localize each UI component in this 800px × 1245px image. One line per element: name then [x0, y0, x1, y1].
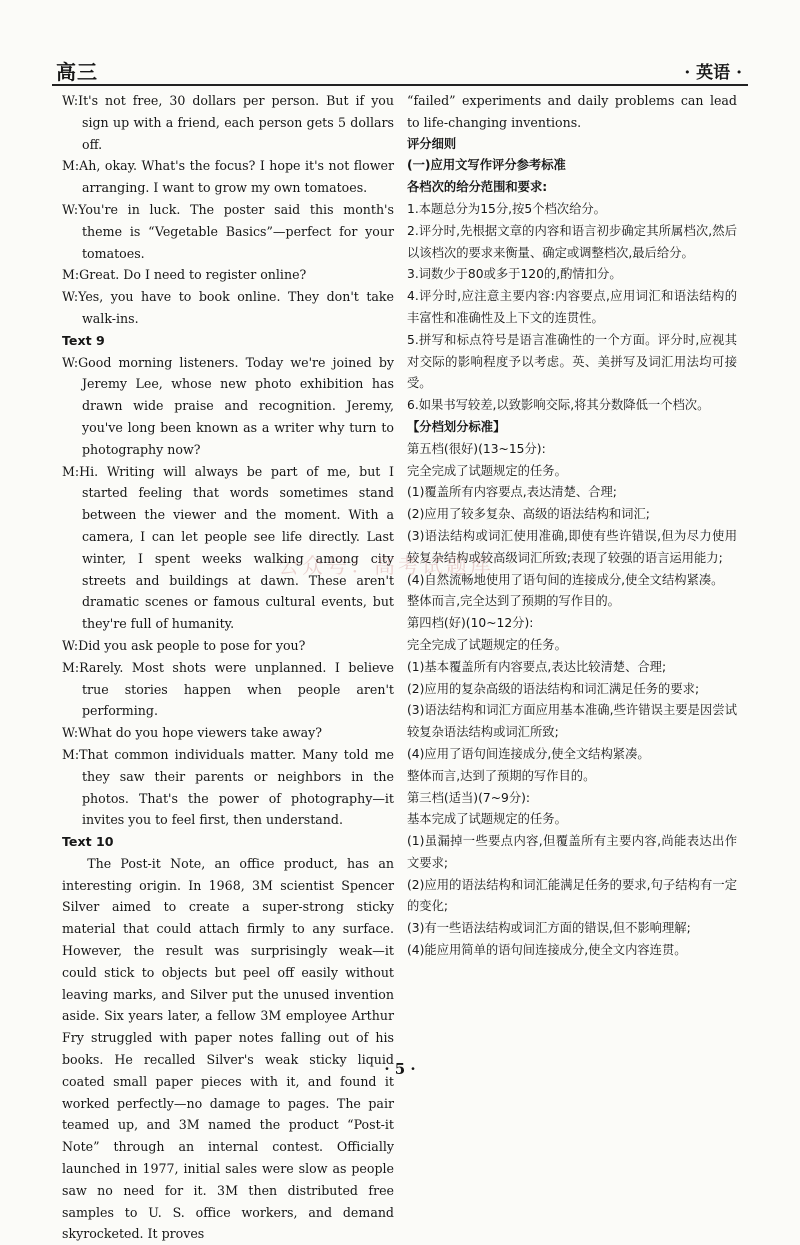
grade5-summary: 完全完成了试题规定的任务。 [407, 463, 567, 478]
rule-item: 1.本题总分为15分,按5个档次给分。 [407, 201, 606, 216]
grade4-summary: 完全完成了试题规定的任务。 [407, 637, 567, 652]
scoring-title: 评分细则 [407, 136, 457, 151]
grade3-item: (1)虽漏掉一些要点内容,但覆盖所有主要内容,尚能表达出作文要求; [407, 834, 737, 870]
text10-continuation: “failed” experiments and daily problems can lead to life-changing inventions. [407, 93, 737, 130]
watermark: 公众号：高考试题库 [278, 554, 494, 578]
dialog-line: M:Great. Do I need to register online? [62, 267, 307, 283]
dialog-line: W:You're in luck. The poster said this month's theme is “Vegetable Basics”—perfect for your tomatoes. [62, 201, 394, 261]
grade4-item: (1)基本覆盖所有内容要点,表达比较清楚、合理; [407, 659, 667, 674]
dialog-line: M:That common individuals matter. Many told me they saw their parents or neighbors in the photos. That's the power of photography—it invites you to feel first, then understand. [62, 746, 394, 828]
text10-body: The Post-it Note, an office product, has an interesting origin. In 1968, 3M scientist Spencer Silver aimed to create a super-strong sticky material that could attach firmly to any surface. However, the result was surprisingly weak—it could stick to objects but peel off easily without leaving marks, and Silver put the unused invention aside. Six years later, a fellow 3M employee Arthur Fry struggled with paper notes falling out of his books. He recalled Silver's weak sticky liquid coated small paper pieces with it, and found it worked perfectly—no damage to pages. The pair teamed up, and 3M named the product “Post-it Note” through an internal contest. Officially launched in 1977, initial sales were slow as people saw no need for it. 3M then distributed free samples to U. S. office workers, and demand skyrocketed. It proves [62, 855, 394, 1242]
dialog-line: M:Ah, okay. What's the focus? I hope it's not flower arranging. I want to grow my own tomatoes. [62, 158, 394, 196]
page-number: · 5 · [384, 1060, 416, 1078]
grade4-item: (3)语法结构和词汇方面应用基本准确,些许错误主要是因尝试较复杂语法结构或词汇所致; [407, 703, 737, 740]
subject-label: · 英语 · [684, 63, 742, 83]
grade3-title: 第三档(适当)(7~9分): [407, 790, 531, 805]
page-header [52, 52, 748, 86]
grade4-item: (2)应用的复杂高级的语法结构和词汇满足任务的要求; [407, 681, 700, 696]
grade4-item: (4)应用了语句间连接成分,使全文结构紧凑。 [407, 746, 650, 761]
grade5-item: (1)覆盖所有内容要点,表达清楚、合理; [407, 485, 617, 500]
rule-item: 3.词数少于80或多于120的,酌情扣分。 [407, 267, 622, 282]
section-title: (一)应用文写作评分参考标准 [407, 158, 566, 173]
dialog-line: W:It's not free, 30 dollars per person. But if you sign up with a friend, each person gets 5 dollars off. [62, 93, 394, 152]
grade-label: 高三 [56, 60, 98, 84]
dialog-a [62, 90, 394, 330]
dialog-b [62, 352, 394, 832]
grade3-summary: 基本完成了试题规定的任务。 [407, 812, 567, 827]
grade5-item: (2)应用了较多复杂、高级的语法结构和词汇; [407, 507, 650, 522]
grade4-title: 第四档(好)(10~12分): [407, 616, 534, 631]
dialog-line: M:Hi. Writing will always be part of me, but I started feeling that words sometimes stand between the viewer and the moment. With a camera, I can let people see life directly. Last winter, I spent weeks walking among city streets and buildings at dawn. These aren't dramatic scenes or famous cultural events, but they're full of humanity. [62, 463, 394, 632]
rule-item: 6.如果书写较差,以致影响交际,将其分数降低一个档次。 [407, 398, 710, 413]
grade5-item: (4)自然流畅地使用了语句间的连接成分,使全文结构紧凑。 [407, 572, 724, 587]
dialog-line: W:Yes, you have to book online. They don't take walk-ins. [62, 289, 394, 326]
rule-item: 2.评分时,先根据文章的内容和语言初步确定其所属档次,然后以该档次的要求来衡量、确定或调整档次,最后给分。 [407, 223, 737, 260]
text9-heading: Text 9 [62, 332, 105, 348]
grade3-item: (2)应用的语法结构和词汇能满足任务的要求,句子结构有一定的变化; [407, 877, 737, 914]
requirements-title: 各档次的给分范围和要求: [407, 180, 548, 195]
grade5-conclusion: 整体而言,完全达到了预期的写作目的。 [407, 594, 620, 609]
header-rule [52, 84, 748, 86]
dialog-line: M:Rarely. Most shots were unplanned. I believe true stories happen when people aren't performing. [62, 659, 394, 719]
grade3-item: (3)有一些语法结构或词汇方面的错误,但不影响理解; [407, 921, 691, 936]
grade4-conclusion: 整体而言,达到了预期的写作目的。 [407, 768, 596, 783]
rule-item: 4.评分时,应注意主要内容:内容要点,应用词汇和语法结构的丰富性和准确性及上下文的连贯性。 [407, 289, 737, 325]
grade5-title: 第五档(很好)(13~15分): [407, 441, 546, 456]
grade5-item: (3)语法结构或词汇使用准确,即使有些许错误,但为尽力使用较复杂结构或较高级词汇所致;表现了较强的语言运用能力; [407, 528, 737, 565]
dialog-line: W:What do you hope viewers take away? [62, 725, 323, 741]
rule-item: 5.拼写和标点符号是语言准确性的一个方面。评分时,应视其对交际的影响程度予以考虑。英、美拼写及词汇用法均可接受。 [407, 332, 737, 391]
grade3-item: (4)能应用简单的语句间连接成分,使全文内容连贯。 [407, 943, 687, 958]
right-column [407, 90, 737, 962]
text10-heading: Text 10 [62, 834, 114, 850]
dialog-line: W:Did you ask people to pose for you? [62, 637, 306, 653]
grading-title: 【分档划分标准】 [407, 419, 506, 434]
dialog-line: W:Good morning listeners. Today we're joined by Jeremy Lee, whose new photo exhibition has drawn wide praise and recognition. Jeremy, you've long been known as a writer why turn to photography now? [62, 354, 394, 457]
